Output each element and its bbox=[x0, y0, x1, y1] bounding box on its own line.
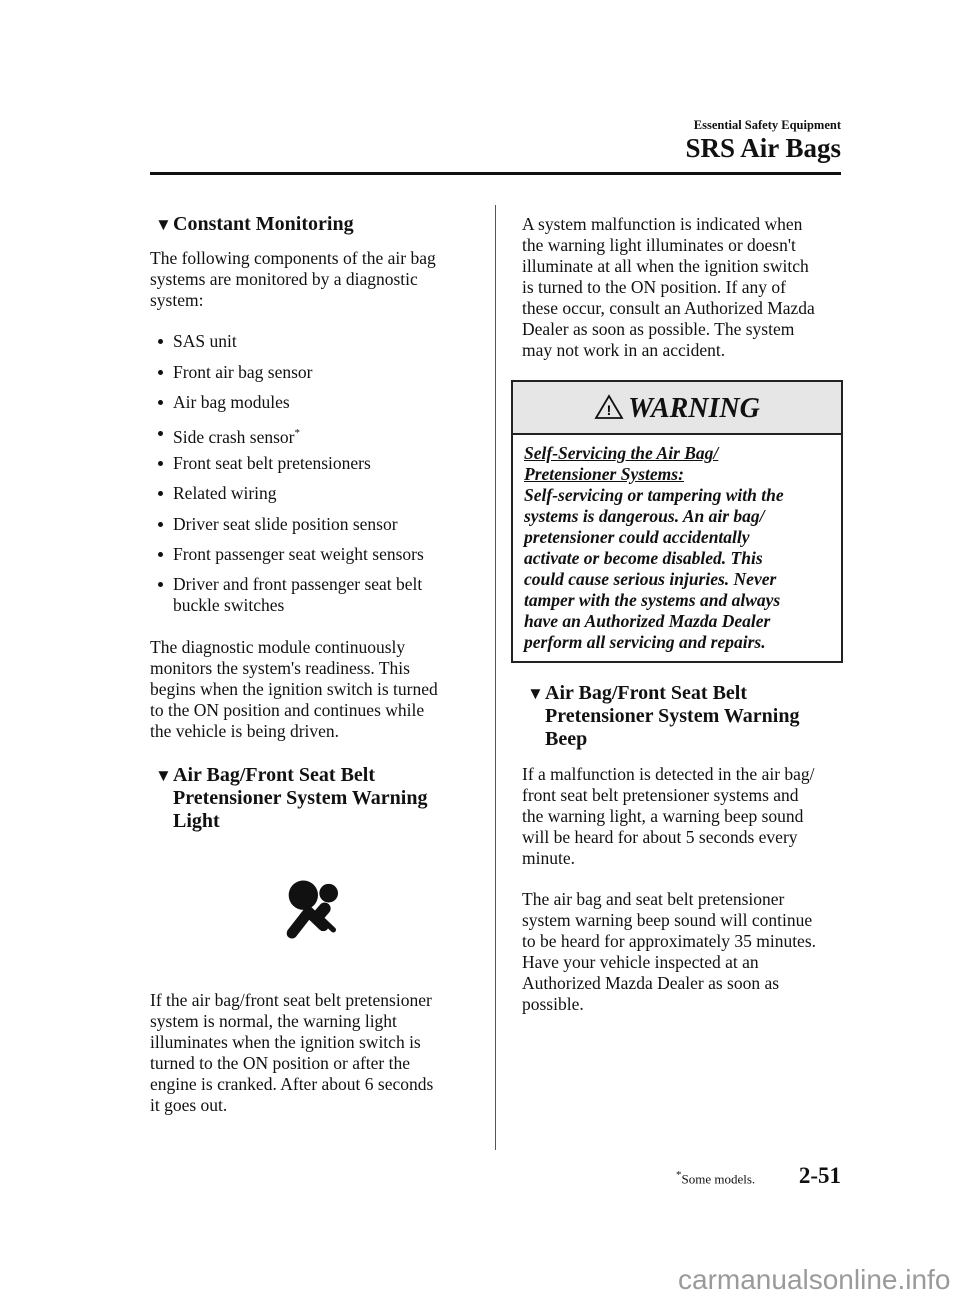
text-line: tamper with the systems and always bbox=[524, 590, 781, 610]
list-item bbox=[173, 514, 398, 535]
bullet-icon bbox=[158, 370, 163, 375]
text-line: turned to the ON position or after the bbox=[150, 1053, 411, 1073]
heading-constant-monitoring bbox=[155, 213, 354, 236]
text-line: perform all servicing and repairs. bbox=[524, 632, 766, 652]
text-line: systems is dangerous. An air bag/ bbox=[524, 506, 765, 526]
page-number: 2-51 bbox=[798, 1163, 841, 1188]
heading-text: Constant Monitoring bbox=[173, 213, 354, 235]
item-text: Front seat belt pretensioners bbox=[173, 453, 371, 473]
bullet-icon bbox=[158, 431, 163, 436]
heading-warning-light bbox=[155, 764, 428, 833]
text-line: Have your vehicle inspected at an bbox=[522, 952, 759, 972]
text-line: illuminates when the ignition switch is bbox=[150, 1032, 421, 1052]
item-text: Driver and front passenger seat belt bbox=[173, 574, 423, 594]
item-text: Air bag modules bbox=[173, 392, 290, 412]
item-text: Driver seat slide position sensor bbox=[173, 514, 398, 534]
intro-paragraph bbox=[150, 248, 436, 311]
malfunction-paragraph bbox=[522, 214, 815, 361]
normal-operation-paragraph bbox=[150, 990, 433, 1116]
heading-text: Air Bag/Front Seat Belt bbox=[173, 764, 376, 786]
text-line: A system malfunction is indicated when bbox=[522, 214, 803, 234]
heading-text: Light bbox=[173, 810, 220, 832]
item-text: Front air bag sensor bbox=[173, 362, 313, 382]
warning-triangle-icon bbox=[594, 394, 624, 420]
text-line: engine is cranked. After about 6 seconds bbox=[150, 1074, 434, 1094]
text-line: these occur, consult an Authorized Mazda bbox=[522, 298, 815, 318]
text-line: activate or become disabled. This bbox=[524, 548, 763, 568]
text-line: Dealer as soon as possible. The system bbox=[522, 319, 795, 339]
text-line: the warning light, a warning beep sound bbox=[522, 806, 804, 826]
text-line: to the ON position and continues while bbox=[150, 700, 425, 720]
list-item bbox=[173, 574, 422, 616]
text-line: If a malfunction is detected in the air bag/ bbox=[522, 764, 815, 784]
item-text: Related wiring bbox=[173, 483, 277, 503]
bullet-icon bbox=[158, 491, 163, 496]
warning-title: WARNING bbox=[628, 393, 760, 424]
warning-box bbox=[511, 380, 843, 663]
list-item bbox=[173, 331, 237, 352]
text-line: The diagnostic module continuously bbox=[150, 637, 406, 657]
text-line: could cause serious injuries. Never bbox=[524, 569, 777, 589]
text-line: begins when the ignition switch is turned bbox=[150, 679, 438, 699]
heading-text: Pretensioner System Warning bbox=[173, 787, 428, 809]
list-item bbox=[173, 392, 290, 413]
heading-text: Air Bag/Front Seat Belt bbox=[545, 682, 748, 704]
text-line: the warning light illuminates or doesn't bbox=[522, 235, 796, 255]
bullet-icon bbox=[158, 461, 163, 466]
text-line: system warning beep sound will continue bbox=[522, 910, 813, 930]
warning-header bbox=[513, 382, 841, 435]
triangle-down-icon: ▼ bbox=[155, 215, 172, 234]
heading-text: Pretensioner System Warning bbox=[545, 705, 800, 727]
airbag-warning-light-icon bbox=[270, 866, 350, 951]
footnote-mark: * bbox=[294, 427, 301, 439]
heading-warning-beep bbox=[527, 682, 800, 751]
list-item bbox=[173, 362, 313, 383]
heading-text: Beep bbox=[545, 728, 588, 750]
item-text-cont: buckle switches bbox=[173, 595, 285, 615]
text-line: If the air bag/front seat belt pretensioner bbox=[150, 990, 432, 1010]
text-line: Self-servicing or tampering with the bbox=[524, 485, 784, 505]
text-line: system is normal, the warning light bbox=[150, 1011, 397, 1031]
text-line: will be heard for about 5 seconds every bbox=[522, 827, 798, 847]
text-line: minute. bbox=[522, 848, 575, 868]
bullet-icon bbox=[158, 522, 163, 527]
item-text: SAS unit bbox=[173, 331, 237, 351]
text-line: The air bag and seat belt pretensioner bbox=[522, 889, 785, 909]
text-line: Authorized Mazda Dealer as soon as bbox=[522, 973, 780, 993]
item-text: Front passenger seat weight sensors bbox=[173, 544, 424, 564]
list-item bbox=[173, 453, 371, 474]
diagnostic-paragraph bbox=[150, 637, 438, 742]
triangle-down-icon: ▼ bbox=[527, 684, 544, 703]
warning-subtitle: Pretensioner Systems: bbox=[524, 464, 684, 484]
item-text: Side crash sensor bbox=[173, 426, 295, 447]
bullet-icon bbox=[158, 339, 163, 344]
svg-text:!: ! bbox=[606, 402, 612, 418]
text-line: possible. bbox=[522, 994, 584, 1014]
text-line: have an Authorized Mazda Dealer bbox=[524, 611, 771, 631]
list-item bbox=[173, 544, 424, 565]
section-label: Essential Safety Equipment bbox=[693, 118, 841, 132]
warning-subtitle: Self-Servicing the Air Bag/ bbox=[524, 443, 719, 463]
footnote bbox=[676, 1169, 755, 1187]
text-line: monitors the system's readiness. This bbox=[150, 658, 410, 678]
text-line: system: bbox=[150, 290, 204, 310]
bullet-icon bbox=[158, 582, 163, 587]
list-item bbox=[173, 483, 277, 504]
triangle-down-icon: ▼ bbox=[155, 766, 172, 785]
text-line: is turned to the ON position. If any of bbox=[522, 277, 786, 297]
footnote-mark: * bbox=[676, 1169, 682, 1181]
text-line: systems are monitored by a diagnostic bbox=[150, 269, 418, 289]
text-line: the vehicle is being driven. bbox=[150, 721, 340, 741]
watermark: carmanualsonline.info bbox=[678, 1264, 951, 1295]
bullet-icon bbox=[158, 400, 163, 405]
list-item bbox=[173, 423, 300, 448]
column-divider bbox=[495, 205, 496, 1150]
text-line: The following components of the air bag bbox=[150, 248, 436, 268]
text-line: may not work in an accident. bbox=[522, 340, 726, 360]
beep-paragraph bbox=[522, 764, 815, 869]
warning-body bbox=[513, 435, 841, 653]
beep-duration-paragraph bbox=[522, 889, 816, 1015]
text-line: illuminate at all when the ignition switch bbox=[522, 256, 809, 276]
page-title: SRS Air Bags bbox=[685, 133, 841, 163]
header-rule bbox=[150, 172, 841, 175]
text-line: pretensioner could accidentally bbox=[524, 527, 750, 547]
text-line: front seat belt pretensioner systems and bbox=[522, 785, 799, 805]
text-line: to be heard for approximately 35 minutes. bbox=[522, 931, 817, 951]
text-line: it goes out. bbox=[150, 1095, 228, 1115]
bullet-icon bbox=[158, 552, 163, 557]
footnote-text: Some models. bbox=[681, 1171, 756, 1187]
